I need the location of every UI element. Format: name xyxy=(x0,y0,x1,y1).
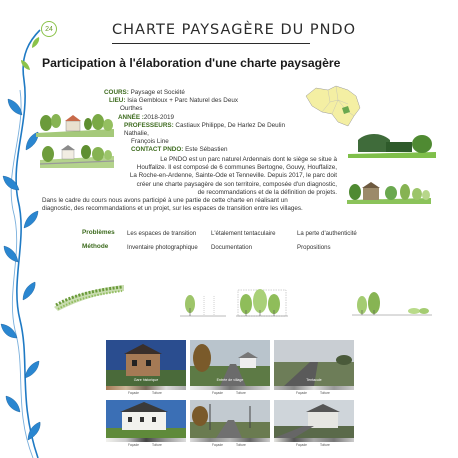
photo-tile xyxy=(274,340,354,386)
para-line: créer une charte paysagère de son territoire, composée d'un diagnostic, xyxy=(136,180,337,188)
color-bar xyxy=(274,438,354,442)
tree-section-sketch-1 xyxy=(180,292,226,318)
para-line: Houffalize. Il est composé de 6 communes Bertogne, Gouvy, Houffalize, xyxy=(136,164,337,172)
color-bar xyxy=(274,386,354,390)
bar-label: Toiture xyxy=(236,443,246,447)
bar-label: Façade xyxy=(296,443,307,447)
bar-label: Façade xyxy=(296,391,307,395)
info-professeurs: PROFESSEURS: Castiaux Philippe, De Harlez De Deulin Nathalie, xyxy=(124,121,285,138)
info-professeurs-2: François Line xyxy=(131,138,169,146)
info-annee: ANNÉE :2018-2019 xyxy=(118,113,175,121)
header-underline xyxy=(112,43,310,44)
intro-paragraph xyxy=(104,156,337,197)
bar-label: Toiture xyxy=(152,443,162,447)
tree-section-sketch-3 xyxy=(352,290,432,318)
methode-item: Documentation xyxy=(211,244,252,251)
material-bars xyxy=(106,386,186,398)
bar-label: Toiture xyxy=(320,443,330,447)
photo-caption: Tentacule xyxy=(306,378,322,382)
photo-caption: Gare historique xyxy=(133,378,159,382)
bar-label: Façade xyxy=(128,443,139,447)
methode-label: Méthode xyxy=(82,243,109,250)
photo-tile xyxy=(190,340,270,386)
problemes-label: Problèmes xyxy=(82,229,115,236)
page-header-title: CHARTE PAYSAGÈRE DU PNDO xyxy=(112,22,356,38)
color-bar xyxy=(106,438,186,442)
bar-label: Toiture xyxy=(152,391,162,395)
info-lieu: LIEU: Isia Gembloux + Parc Naturel des Deux xyxy=(109,97,238,105)
photo-tile xyxy=(274,400,354,438)
barn-sketch xyxy=(348,128,436,158)
probleme-item: La perte d'authenticité xyxy=(297,230,357,237)
material-bars xyxy=(274,386,354,398)
info-cours: COURS: Paysage et Société xyxy=(104,89,185,96)
house-landscape-sketch xyxy=(347,178,431,204)
belgium-map xyxy=(302,82,364,130)
material-bars xyxy=(274,438,354,450)
context-paragraph xyxy=(42,197,342,213)
photo-caption: Entrée de village xyxy=(216,378,244,382)
info-lieu-2: Ourthes xyxy=(120,105,143,113)
para-line: de recommandations et de la définition de projets. xyxy=(197,188,337,196)
photo-white-house xyxy=(106,400,186,438)
material-bars xyxy=(190,386,270,398)
para-line: Le PNDO est un parc naturel Ardennais dont le siège se situe à xyxy=(160,156,337,163)
bar-label: Toiture xyxy=(320,391,330,395)
color-bar xyxy=(190,386,270,390)
photo-tile xyxy=(106,340,186,386)
methode-item: Propositions xyxy=(297,244,331,251)
para-line: diagnostic, des recommandations et un projet, sur les espaces de transition entre les villages. xyxy=(42,205,303,213)
hedgerow-sketch xyxy=(52,281,126,311)
photo-new-houses xyxy=(274,400,354,438)
bar-label: Toiture xyxy=(236,391,246,395)
photo-tile xyxy=(106,400,186,438)
probleme-item: L'étalement tentaculaire xyxy=(211,230,276,237)
color-bar xyxy=(190,438,270,442)
para-line: La Roche-en-Ardenne, Sainte-Ode et Tenneville. Depuis 2017, le parc doit xyxy=(129,172,337,180)
landscape-sketch-village xyxy=(36,107,114,137)
page-number: 24 xyxy=(41,21,57,37)
course-info xyxy=(104,89,304,155)
info-contact: CONTACT PNDO: Este Sébastien xyxy=(131,146,228,154)
bar-label: Façade xyxy=(212,391,223,395)
tree-section-sketch-2 xyxy=(236,284,288,320)
page-title: Participation à l'élaboration d'une charte paysagère xyxy=(42,56,341,70)
bar-label: Façade xyxy=(128,391,139,395)
photo-tile xyxy=(190,400,270,438)
probleme-item: Les espaces de transition xyxy=(127,230,197,237)
color-bar xyxy=(106,386,186,390)
methode-item: Inventaire photographique xyxy=(127,244,198,251)
material-bars xyxy=(106,438,186,450)
bar-label: Façade xyxy=(212,443,223,447)
photo-road-poles xyxy=(190,400,270,438)
material-bars xyxy=(190,438,270,450)
landscape-sketch-road xyxy=(40,142,114,168)
para-line: Dans le cadre du cours nous avons participé à une partie de cette charte en réalisant un xyxy=(42,197,288,204)
